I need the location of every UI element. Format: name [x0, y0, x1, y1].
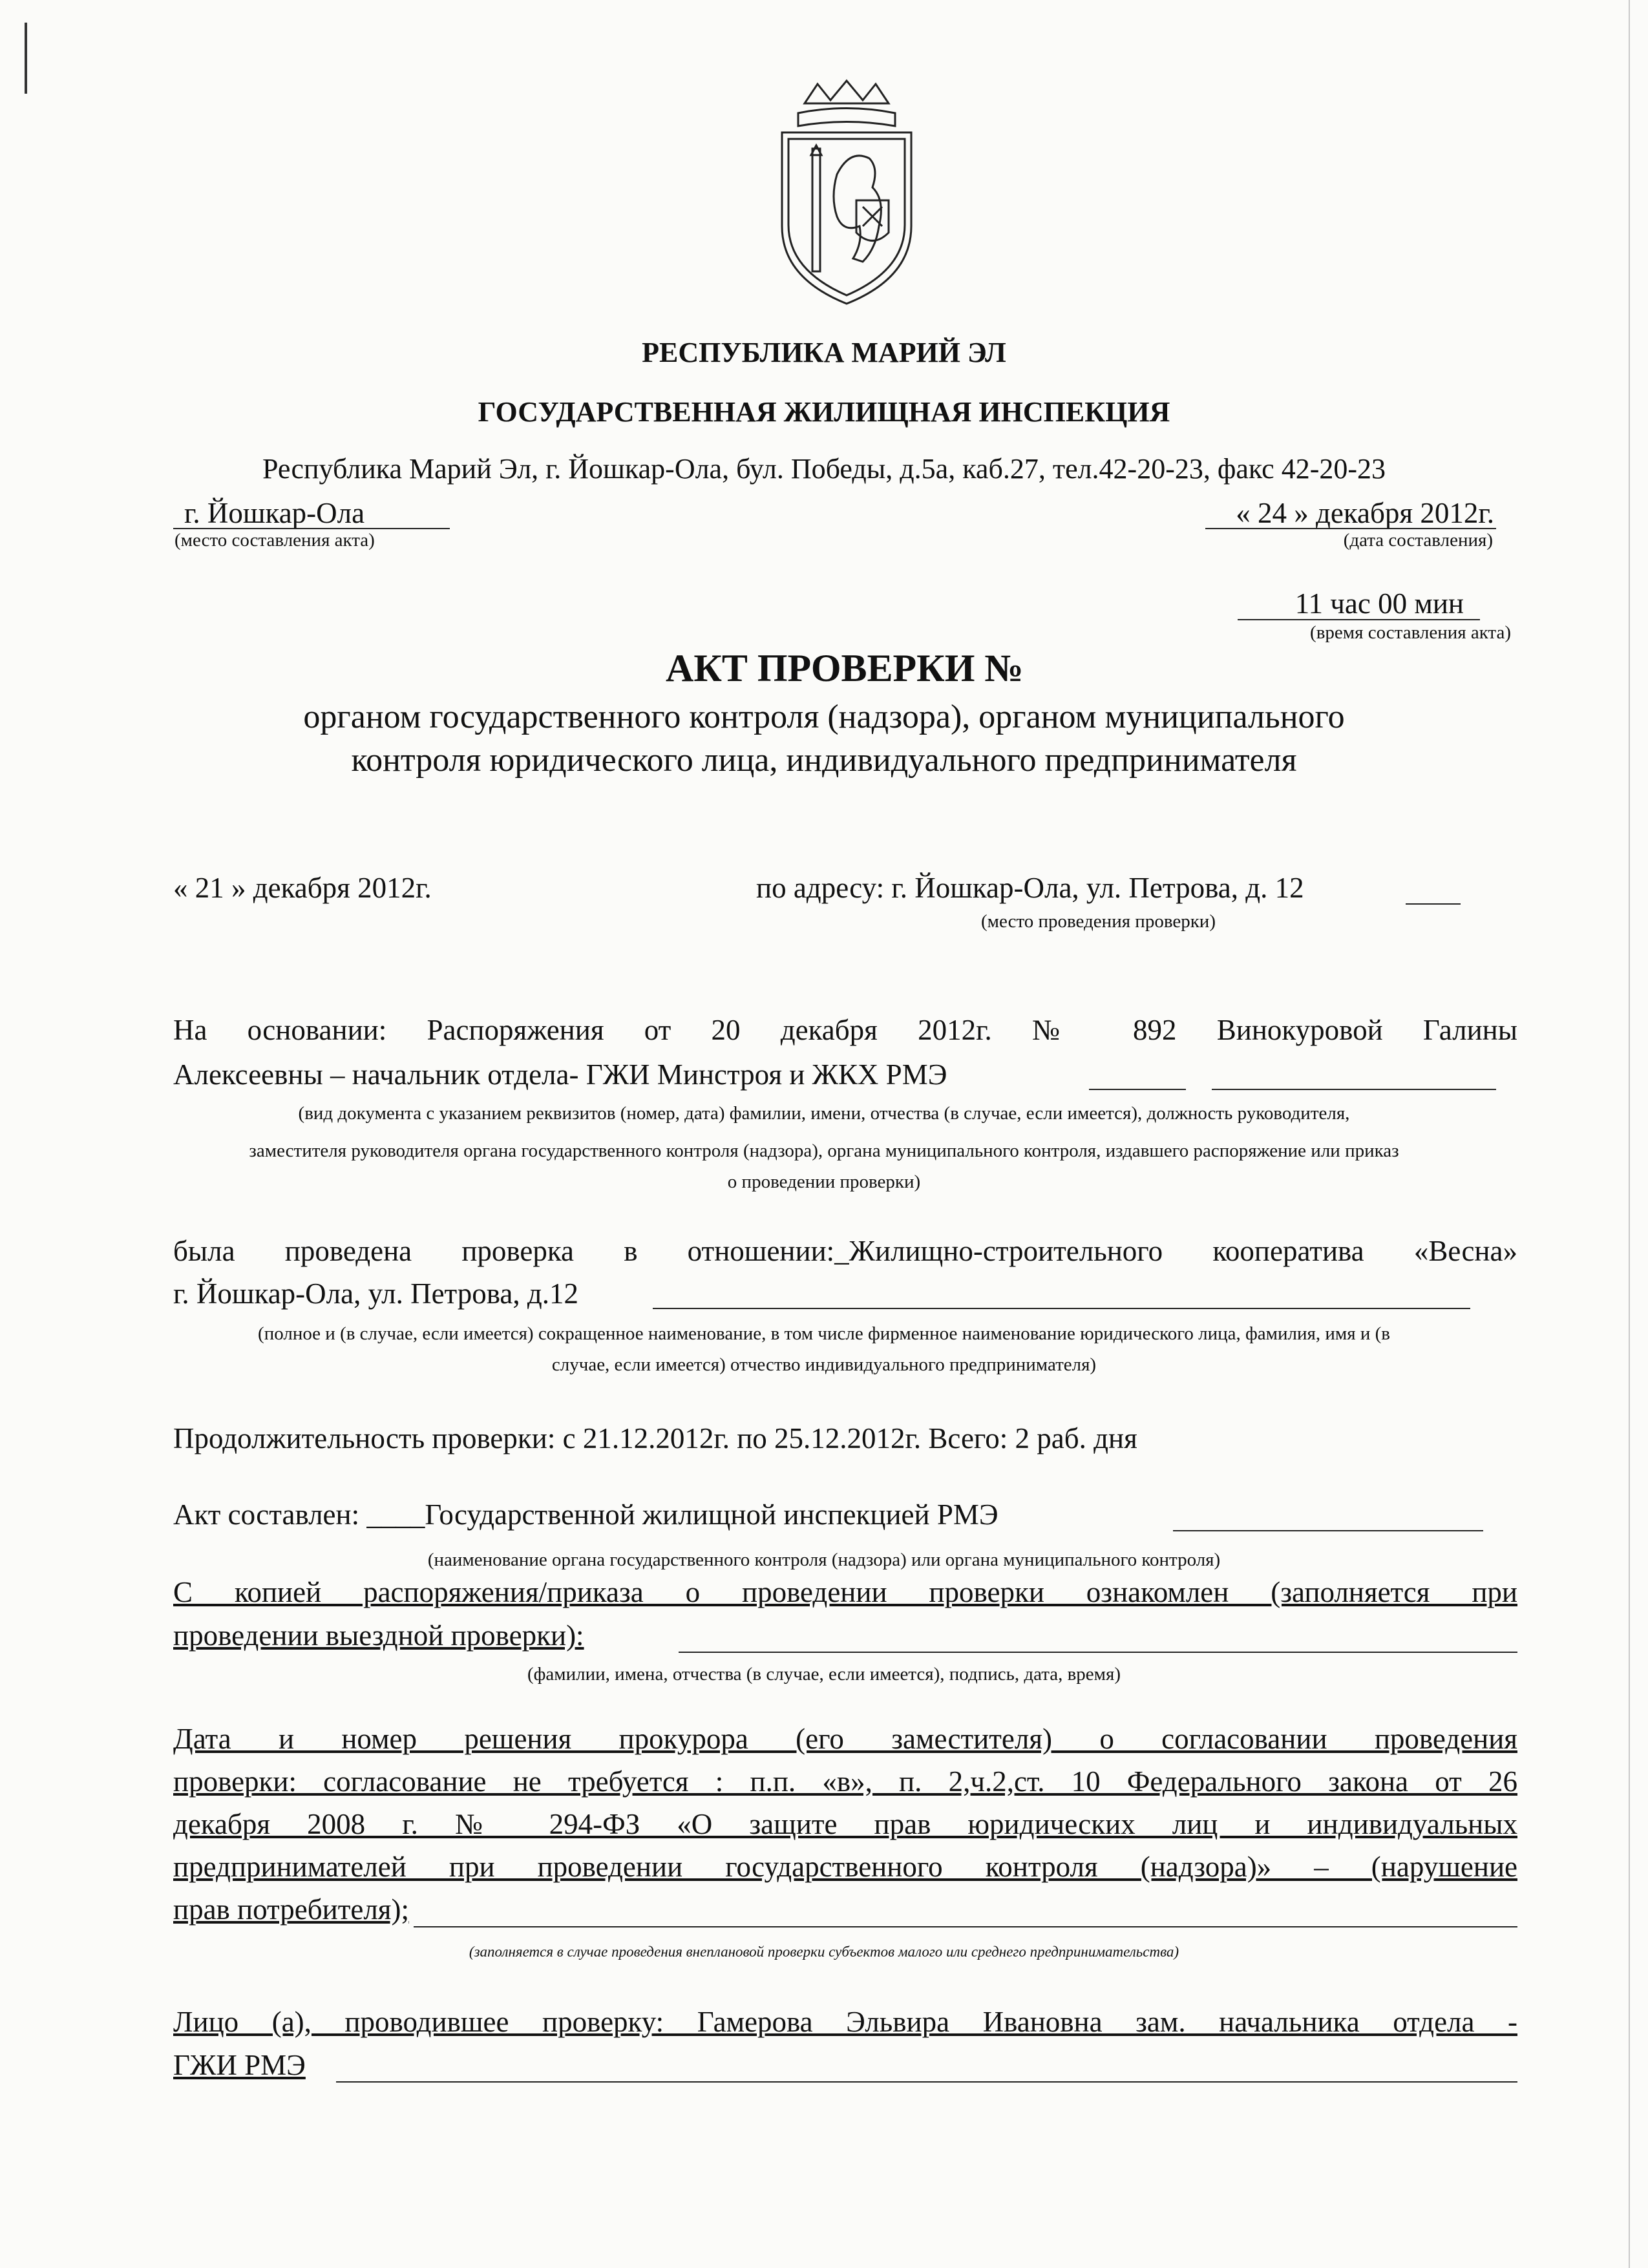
duration: Продолжительность проверки: с 21.12.2012г. по 25.12.2012г. Всего: 2 раб. дня — [173, 1422, 1137, 1454]
acquainted-caption: (фамилии, имена, отчества (в случае, если имеется), подпись, дата, время) — [527, 1664, 1121, 1685]
basis-caption-3: о проведении проверки) — [727, 1171, 921, 1192]
prosecutor-line-5: прав потребителя); — [173, 1893, 409, 1926]
place-line — [173, 528, 450, 529]
date-caption: (дата составления) — [1343, 530, 1493, 551]
prosecutor-line-4: предпринимателей при проведении государственного контроля (надзора)» – (нарушение — [173, 1851, 1517, 1883]
basis-line-fill-1 — [1089, 1089, 1186, 1090]
time-value: 11 час 00 мин — [1294, 587, 1464, 620]
basis-line-2: Алексеевны – начальник отдела- ГЖИ Минстроя и ЖКХ РМЭ — [173, 1058, 947, 1091]
compiled-by: Акт составлен: ____Государственной жилищной инспекцией РМЭ — [173, 1498, 998, 1531]
inspection-date: « 21 » декабря 2012г. — [173, 872, 432, 904]
inspector-line-fill — [336, 2081, 1517, 2083]
time-caption: (время составления акта) — [1310, 622, 1511, 643]
subject-caption-1: (полное и (в случае, если имеется) сокращенное наименование, в том числе фирменное наименование юридического лица, фамилия, имя и (в — [258, 1323, 1390, 1344]
basis-caption-2: заместителя руководителя органа государственного контроля (надзора), органа муниципального контроля, издавшего распоряжение или приказ — [249, 1140, 1399, 1161]
inspection-address-value: по адресу: г. Йошкар-Ола, ул. Петрова, д. 12 — [756, 872, 1304, 904]
subject-line-fill — [653, 1308, 1470, 1309]
basis-line-1: На основании: Распоряжения от 20 декабря 2012г. № 892 Винокуровой Галины — [173, 1014, 1517, 1046]
prosecutor-line-3: декабря 2008 г. № 294-ФЗ «О защите прав юридических лиц и индивидуальных — [173, 1808, 1517, 1840]
subject-caption-2: случае, если имеется) отчество индивидуального предпринимателя) — [551, 1354, 1097, 1375]
subject-line-2: г. Йошкар-Ола, ул. Петрова, д.12 — [173, 1277, 579, 1310]
act-subtitle-line-1: органом государственного контроля (надзора), органом муниципального — [303, 698, 1345, 735]
prosecutor-line-fill — [414, 1926, 1517, 1927]
place-value: г. Йошкар-Ола — [184, 497, 365, 529]
compiled-by-line — [1173, 1530, 1483, 1531]
basis-line-fill-2 — [1212, 1089, 1496, 1090]
place-caption: (место составления акта) — [174, 530, 375, 551]
inspection-heading: ГОСУДАРСТВЕННАЯ ЖИЛИЩНАЯ ИНСПЕКЦИЯ — [478, 396, 1170, 428]
inspection-address: Республика Марий Эл, г. Йошкар-Ола, бул. Победы, д.5а, каб.27, тел.42-20-23, факс 42-20-23 — [262, 453, 1386, 485]
prosecutor-line-1: Дата и номер решения прокурора (его заместителя) о согласовании проведения — [173, 1723, 1517, 1755]
prosecutor-caption: (заполняется в случае проведения внеплановой проверки субъектов малого или среднего предпринимательства) — [469, 1944, 1179, 1960]
acquainted-line-2: проведении выездной проверки): — [173, 1619, 584, 1652]
act-subtitle-line-2: контроля юридического лица, индивидуального предпринимателя — [351, 742, 1297, 779]
compiled-by-caption: (наименование органа государственного контроля (надзора) или органа муниципального контроля) — [427, 1549, 1221, 1570]
date-value: « 24 » декабря 2012г. — [1236, 497, 1494, 529]
date-line — [1205, 528, 1496, 529]
margin-mark — [25, 23, 27, 94]
subject-line-1: была проведена проверка в отношении:_Жилищно-строительного кооператива «Весна» — [173, 1235, 1517, 1267]
time-line — [1238, 619, 1480, 620]
basis-caption-1: (вид документа с указанием реквизитов (номер, дата) фамилии, имени, отчества (в случае, если имеется), должность руководителя, — [298, 1103, 1350, 1124]
acquainted-line-fill — [679, 1652, 1517, 1653]
inspection-address-line — [1406, 903, 1461, 905]
prosecutor-line-2: проверки: согласование не требуется : п.п. «в», п. 2,ч.2,ст. 10 Федерального закона от 26 — [173, 1765, 1517, 1798]
coat-of-arms-emblem — [766, 78, 927, 310]
act-title: АКТ ПРОВЕРКИ № — [666, 647, 1024, 689]
inspector-line-2: ГЖИ РМЭ — [173, 2049, 306, 2081]
acquainted-line-1: С копией распоряжения/приказа о проведении проверки ознакомлен (заполняется при — [173, 1576, 1517, 1608]
republic-heading: РЕСПУБЛИКА МАРИЙ ЭЛ — [642, 337, 1006, 368]
inspection-address-caption: (место проведения проверки) — [981, 911, 1216, 932]
inspector-line-1: Лицо (а), проводившее проверку: Гамерова Эльвира Ивановна зам. начальника отдела - — [173, 2006, 1517, 2038]
